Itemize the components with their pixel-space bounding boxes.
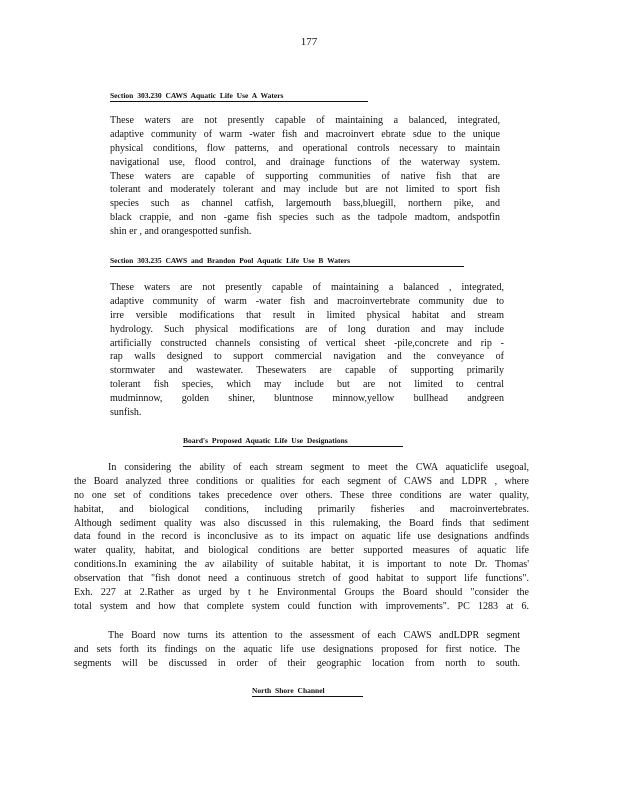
text-line: Although sediment quality was also discussed in this rulemaking, the Board finds that sediment [74, 517, 529, 529]
text-line: water quality, habitat, and biological conditions are better supported measures of aquatic life [74, 545, 529, 557]
paragraph-303-230 [110, 114, 500, 239]
text-line: hydrology. Such physical modifications are of long duration and may include [110, 323, 504, 335]
text-line: shin er , and orangespotted sunfish. [110, 226, 252, 238]
text-line: no one set of conditions takes precedence over others. These three conditions are water quality, [74, 489, 529, 501]
text-line: irre versible modifications that result in limited physical habitat and stream [110, 309, 504, 321]
section-heading-north-shore-channel: North Shore Channel [252, 686, 363, 697]
text-line: adaptive community of warm -water fish and macroinvert ebrate sdue to the unique [110, 128, 500, 140]
text-line: rap walls designed to support commercial navigation and the conveyance of [110, 351, 504, 363]
paragraph-assessment-intro [74, 629, 520, 671]
paragraph-proposed-designations [74, 461, 529, 614]
text-line: Exh. 227 at 2.Rather as urged by t he Environmental Groups the Board should "consider the [74, 587, 529, 599]
text-line: black crappie, and non -game fish species such as the tadpole madtom, andspotfin [110, 212, 500, 224]
text-line: total system and how that complete system could function with improvements". PC 1283 at 6. [74, 600, 529, 612]
text-line: These waters are capable of supporting communities of native fish that are [110, 170, 500, 182]
text-line: tolerant fish species, which may include but are not limited to central [110, 379, 504, 391]
page-number: 177 [300, 36, 318, 48]
text-line: habitat, and biological conditions, including primarily fisheries and macroinvertebrates. [74, 503, 529, 515]
text-line: These waters are not presently capable of maintaining a balanced, integrated, [110, 115, 500, 126]
text-line: artificially constructed channels consisting of vertical sheet -pile,concrete and rip - [110, 337, 504, 349]
text-line: In considering the ability of each stream segment to meet the CWA aquaticlife usegoal, [108, 462, 529, 473]
text-line: the Board analyzed three conditions or qualities for each segment of CAWS and LDPR , where [74, 475, 529, 487]
text-line: species such as channel catfish, largemouth bass,bluegill, northern pike, and [110, 198, 500, 210]
text-line: tolerant and moderately tolerant and may include but are not limited to sport fish [110, 184, 500, 196]
text-line: navigational use, flood control, and drainage functions of the waterway system. [110, 156, 500, 168]
text-line: conditions.In examining the av ailability of suitable habitat, it is important to note Dr. Thomas' [74, 559, 529, 571]
text-line: stormwater and wastewater. Thesewaters are capable of supporting primarily [110, 365, 504, 377]
text-line: data found in the record is inconclusive as to its impact on aquatic life use designations andfinds [74, 531, 529, 543]
text-line: observation that "fish donot need a continuous stretch of good habitat to support life functions". [74, 573, 529, 585]
text-line: These waters are not presently capable of maintaining a balanced , integrated, [110, 282, 504, 293]
text-line: The Board now turns its attention to the assessment of each CAWS andLDPR segment [108, 630, 520, 641]
text-line: sunfish. [110, 407, 142, 419]
section-heading-303-230: Section 303.230 CAWS Aquatic Life Use A Waters [110, 91, 368, 102]
paragraph-303-235 [110, 281, 504, 420]
text-line: adaptive community of warm -water fish and macroinvertebrate community due to [110, 295, 504, 307]
text-line: physical conditions, flow patterns, and operational controls necessary to maintain [110, 142, 500, 154]
text-line: mudminnow, golden shiner, bluntnose minnow,yellow bullhead andgreen [110, 393, 504, 405]
section-heading-303-235: Section 303.235 CAWS and Brandon Pool Aquatic Life Use B Waters [110, 256, 464, 267]
section-heading-proposed-designations: Board's Proposed Aquatic Life Use Designations [183, 436, 403, 447]
text-line: segments will be discussed in order of their geographic location from north to south. [74, 657, 520, 669]
text-line: and sets forth its findings on the aquatic life use designations proposed for first notice. The [74, 643, 520, 655]
